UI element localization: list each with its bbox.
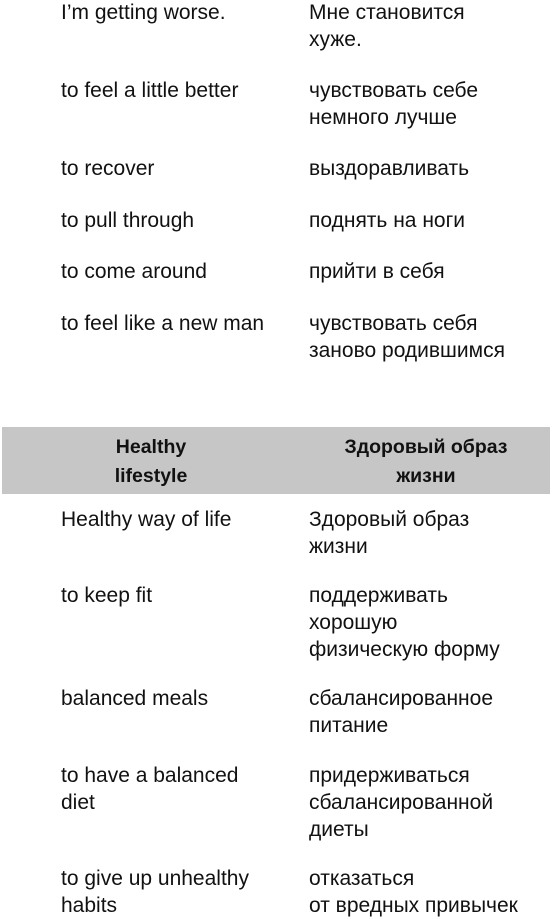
russian-translation: выздоравливать	[309, 157, 470, 180]
english-term: to have a balanced diet	[61, 764, 239, 814]
english-term: Healthy way of life	[61, 508, 232, 531]
english-term: balanced meals	[61, 687, 209, 710]
russian-translation: Мне становится хуже.	[309, 1, 465, 51]
english-term: to pull through	[61, 209, 195, 232]
english-term: to give up unhealthy habits	[61, 867, 249, 917]
english-term: to keep fit	[61, 584, 153, 607]
english-term: to recover	[61, 157, 155, 180]
russian-translation: сбалансированное питание	[309, 687, 493, 737]
english-term: to feel a little better	[61, 79, 239, 102]
english-term: to feel like a new man	[61, 312, 265, 335]
russian-translation: поддерживать хорошую физическую форму	[309, 584, 500, 661]
russian-translation: Здоровый образ жизни	[309, 508, 470, 558]
russian-translation: поднять на ноги	[309, 209, 465, 232]
header-russian: Здоровый образ жизни	[344, 436, 508, 487]
russian-translation: прийти в себя	[309, 260, 445, 283]
russian-translation: отказаться от вредных привычек	[309, 867, 518, 917]
english-term: to come around	[61, 260, 207, 283]
russian-translation: чувствовать себе немного лучше	[309, 79, 479, 129]
russian-translation: чувствовать себя заново родившимся	[309, 312, 505, 362]
russian-translation: придерживаться сбалансированной диеты	[309, 764, 494, 841]
english-term: I’m getting worse.	[61, 1, 226, 24]
section-header	[2, 427, 550, 494]
header-english: Healthy lifestyle	[114, 436, 188, 487]
